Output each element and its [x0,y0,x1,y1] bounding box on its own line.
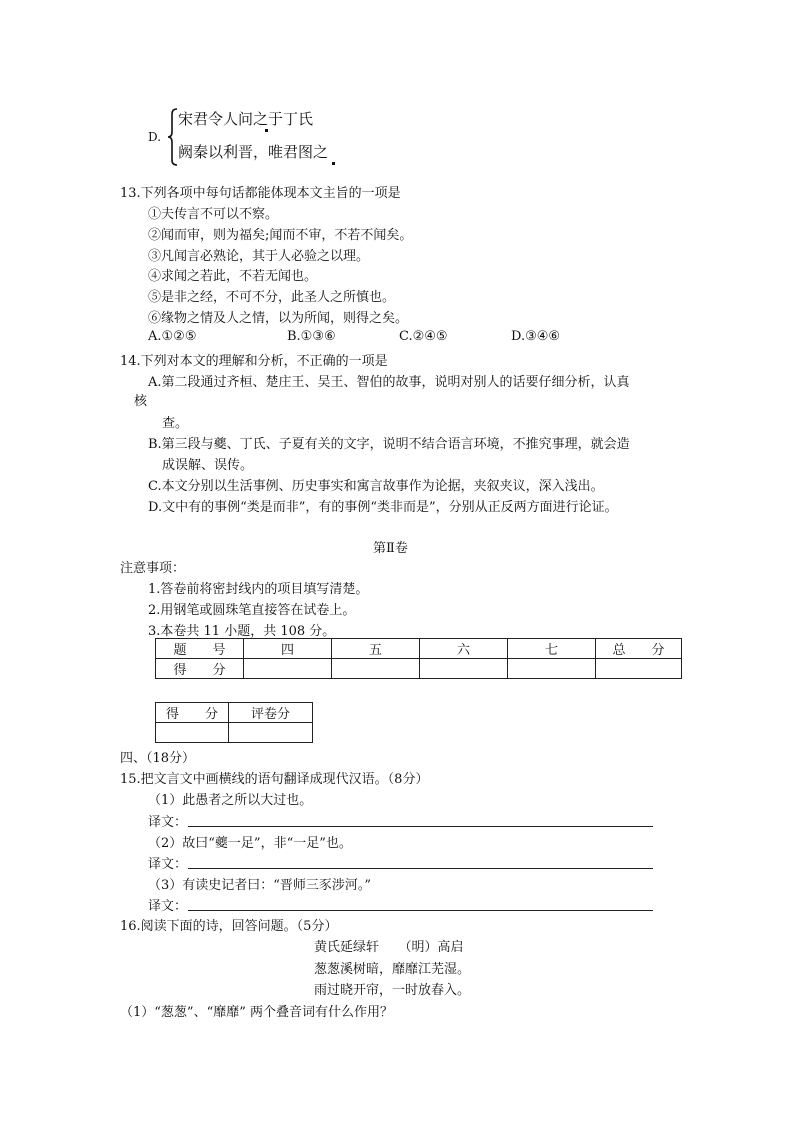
table-cell: 题 号 [156,639,244,659]
q13-item: ③凡闻言必熟论，其于人必验之以理。 [148,249,370,264]
q14-option-b: B.第三段与夔、丁氏、子夏有关的文字，说明不结合语言环境，不推究事理，就会造 [148,437,630,452]
emphasis-dot [265,129,268,132]
poem-title: 黄氏延绿轩 （明）高启 [314,940,464,955]
q14-option-a-cont: 查。 [162,416,189,431]
curly-brace-icon [168,108,178,166]
answer-line[interactable] [188,868,653,869]
table-cell: 五 [332,639,420,659]
option-d-label: D. [148,130,162,144]
grader-table [155,702,313,743]
option-d-line2: 阙秦以利晋，唯君图之 [178,143,329,161]
table-cell: 得 分 [156,703,229,723]
answer-line[interactable] [188,910,653,911]
q13-stem: 13.下列各项中每句话都能体现本文主旨的一项是 [120,186,401,201]
poem-line: 雨过晓开帘，一时放春入。 [314,983,471,998]
q14-option-a-cont: 核 [134,394,148,409]
q14-stem: 14.下列对本文的理解和分析，不正确的一项是 [120,354,388,369]
table-cell: 六 [420,639,508,659]
notice-title: 注意事项： [120,561,186,576]
q14-option-b-cont: 成误解、误传。 [162,458,254,473]
part2-title: 第Ⅱ卷 [373,541,408,556]
q13-choice-b: B.①③⑥ [287,329,336,344]
table-row [156,723,313,743]
emphasis-dot [332,162,335,165]
table-cell: 评卷分 [229,703,313,723]
table-row [156,639,682,659]
q13-choice-c: C.②④⑤ [399,329,448,344]
q13-choice-d: D.③④⑥ [511,329,561,344]
section4-title: 四、（18分） [120,751,196,766]
score-cell[interactable] [244,659,332,679]
q15-stem: 15.把文言文中画横线的语句翻译成现代汉语。（8分） [120,772,429,787]
answer-label: 译文： [148,857,188,872]
q14-option-c: C.本文分别以生活事例、历史事实和寓言故事作为论据，夹叙夹议，深入浅出。 [148,479,604,494]
notice-item: 1.答卷前将密封线内的项目填写清楚。 [148,582,369,597]
q16-sub-question: （1）“葱葱”、“靡靡” 两个叠音词有什么作用？ [120,1005,393,1020]
q15-item: （3）有读史记者曰：“晋师三豕涉河。” [148,878,372,893]
score-cell[interactable] [596,659,682,679]
table-cell: 四 [244,639,332,659]
table-cell: 总 分 [596,639,682,659]
poem-line: 葱葱溪树暗，靡靡江芜湿。 [314,962,471,977]
q13-item: ⑥缘物之情及人之情，以为所闻，则得之矣。 [148,311,409,326]
q13-item: ④求闻之若此，不若无闻也。 [148,269,318,284]
notice-item: 2.用钢笔或圆珠笔直接答在试卷上。 [148,603,356,618]
score-cell[interactable] [332,659,420,679]
answer-label: 译文： [148,815,188,830]
q13-choice-a: A.①②⑤ [148,329,197,344]
score-cell[interactable] [229,723,313,743]
score-cell[interactable] [420,659,508,679]
notice-item: 3.本卷共 11 小题，共 108 分。 [148,624,336,639]
answer-label: 译文： [148,899,188,914]
q13-item: ②闻而审，则为福矣;闻而不审，不若不闻矣。 [148,228,413,243]
table-cell: 七 [508,639,596,659]
table-row [156,659,682,679]
option-d-line1: 宋君令人问之于丁氏 [178,110,314,128]
table-cell: 得 分 [156,659,244,679]
q14-option-d: D.文中有的事例“类是而非”，有的事例“类非而是”，分别从正反两方面进行论证。 [148,500,618,515]
q13-item: ⑤是非之经，不可不分，此圣人之所慎也。 [148,290,396,305]
table-row [156,703,313,723]
q13-item: ①夫传言不可以不察。 [148,207,279,222]
q16-stem: 16.阅读下面的诗，回答问题。（5分） [120,919,338,934]
score-table [155,638,682,679]
q14-option-a: A.第二段通过齐桓、楚庄王、吴王、智伯的故事，说明对别人的话要仔细分析，认真 [148,375,630,390]
answer-line[interactable] [188,826,653,827]
score-cell[interactable] [508,659,596,679]
score-cell[interactable] [156,723,229,743]
q15-item: （1）此愚者之所以大过也。 [148,793,313,808]
q15-item: （2）故曰“夔一足”，非“一足”也。 [148,836,352,851]
